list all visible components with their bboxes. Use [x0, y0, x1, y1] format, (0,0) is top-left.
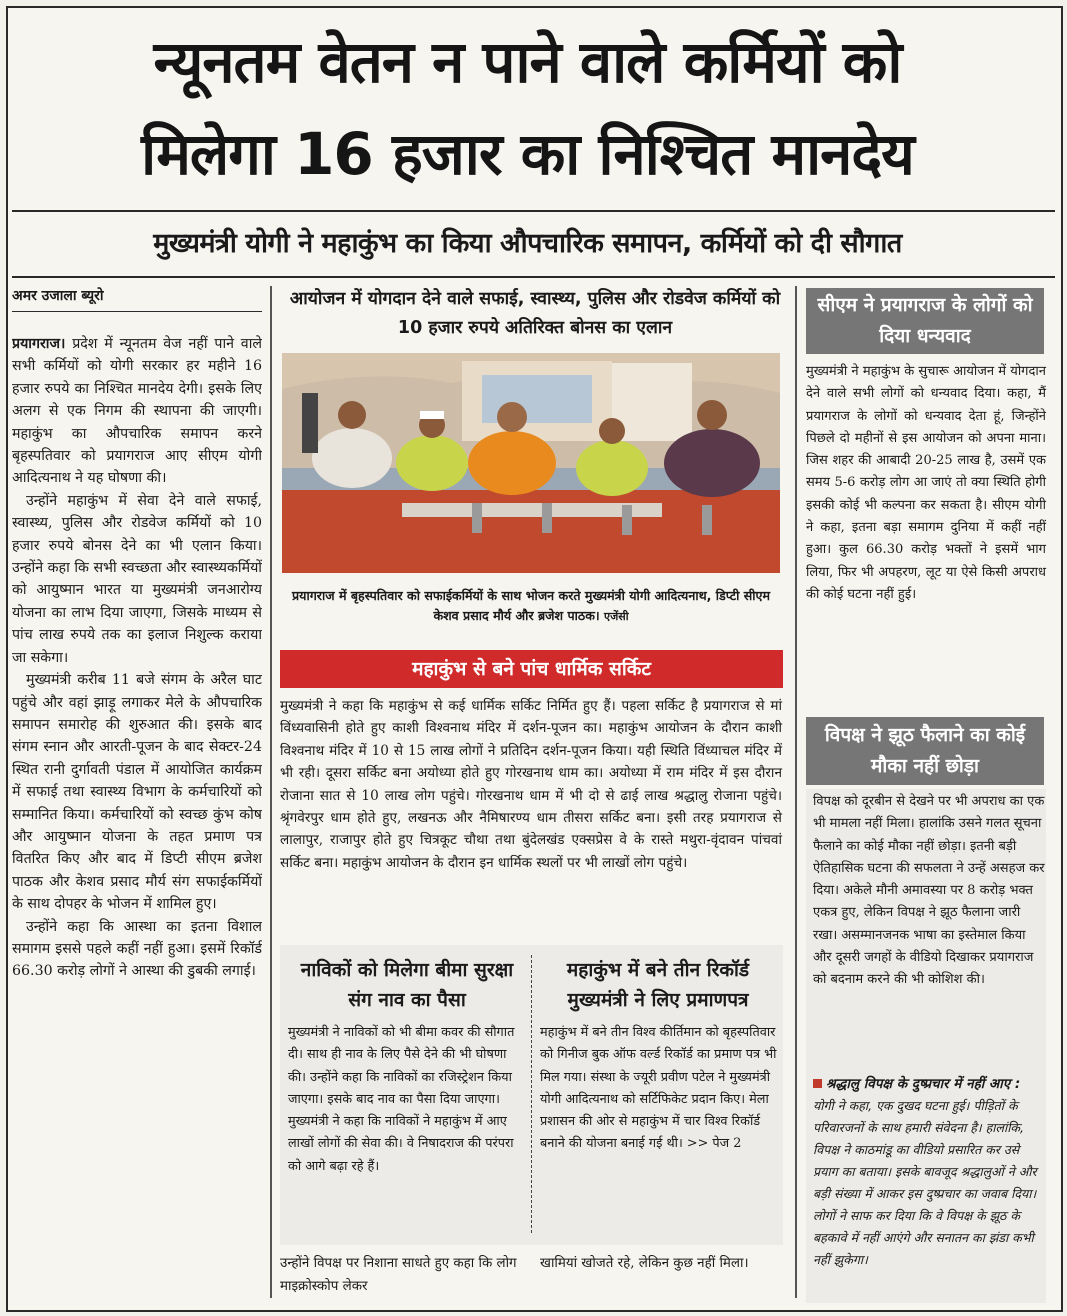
records-heading: महाकुंभ में बने तीन रिकॉर्ड मुख्यमंत्री ने लिए प्रमाणपत्र	[566, 959, 750, 1011]
headline-line-1: न्यूनतम वेतन न पाने वाले कर्मियों को	[153, 28, 902, 96]
photo-caption: प्रयागराज में बृहस्पतिवार को सफाईकर्मियों के साथ भोजन करते मुख्यमंत्री योगी आदित्यनाथ, डिप्टी सीएम केशव प्रसाद मौर्य और ब्रजेश पाठक। एजेंसी	[291, 588, 771, 623]
headline-rule	[12, 210, 1055, 212]
circuits-story: मुख्यमंत्री ने कहा कि महाकुंभ से कई धार्मिक सर्किट निर्मित हुए हैं। पहला सर्किट है प्रयागराज से मां विंध्यवासिनी होते हुए काशी विश्वनाथ मंदिर में दर्शन-पूजन का। महाकुंभ आयोजन के दौरान काशी विश्वनाथ मंदिर में 10 से 15 लाख लोगों ने प्रतिदिन दर्शन-पूजन किया। यही स्थिति विंध्याचल मंदिर में भी रही। दूसरा सर्किट बना अयोध्या होते हुए गोरखनाथ धाम का। अयोध्या में राम मंदिर में इस दौरान रोजाना सात से 10 लाख लोग पहुंचे। गोरखनाथ धाम में भी दो से ढाई लाख श्रद्धालु रोजाना पहुंचे। श्रृंगवेरपुर धाम होते हुए, लखनऊ और नैमिषारण्य धाम तीसरा सर्किट बना। इसी तरह प्रयागराज से लालापुर, राजापुर होते हुए चित्रकूट चौथा तथा बुंदेलखंड एक्सप्रेस वे के रास्ते मथुरा-वृंदावन पांचवां सर्किट बना। महाकुंभ आयोजन के दौरान इन धार्मिक स्थलों पर भी लाखों लोग पहुंचे।	[280, 698, 782, 871]
event-photo	[282, 353, 780, 573]
subheadline-rule	[12, 276, 1055, 278]
bottom-strip-right: खामियां खोजते रहे, लेकिन कुछ नहीं मिला।	[540, 1256, 749, 1271]
boatmen-heading: नाविकों को मिलेगा बीमा सुरक्षा संग नाव का पैसा	[300, 959, 514, 1011]
column-divider-right	[795, 286, 797, 1298]
opposition-heading: विपक्ष ने झूठ फैलाने का कोई मौका नहीं छोड़ा	[806, 717, 1044, 785]
main-story-paragraph: प्रयागराज। प्रदेश में न्यूनतम वेज नहीं पाने वाले सभी कर्मियों को योगी सरकार हर महीने 16 हजार रुपये का निश्चित मानदेय देगी। इसके लिए अलग से एक निगम की स्थापना की जाएगी। महाकुंभ का औपचारिक समापन करने बृहस्पतिवार को प्रयागराज आए सीएम योगी आदित्यनाथ ने यह घोषणा की।	[12, 336, 262, 487]
column-divider-left	[270, 286, 272, 1298]
opposition-note	[813, 1073, 1045, 1271]
square-bullet-icon	[813, 1079, 822, 1088]
main-story-paragraph: उन्होंने कहा कि आस्था का इतना विशाल समागम इससे पहले कहीं नहीं हुआ। इसमें रिकॉर्ड 66.30 करोड़ लोगों ने आस्था की डुबकी लगाई।	[12, 918, 262, 980]
subheadline: मुख्यमंत्री योगी ने महाकुंभ का किया औपचारिक समापन, कर्मियों को दी सौगात	[153, 228, 902, 259]
main-story-paragraph: मुख्यमंत्री करीब 11 बजे संगम के अरैल घाट पहुंचे और वहां झाड़ू लगाकर मेले के औपचारिक समापन समारोह की शुरुआत की। इसके बाद संगम स्नान और आरती-पूजन के बाद सेक्टर-24 स्थित रानी दुर्गावती पंडाल में आयोजित कार्यक्रम में सफाई तथा स्वास्थ्य विभाग के कर्मचारियों को सम्मानित किया। कर्मचारियों को स्वच्छ कुंभ कोष और आयुष्मान योजना के तहत प्रमाण पत्र वितरित किए और बाद में डिप्टी सीएम ब्रजेश पाठक और केशव प्रसाद मौर्य संग सफाईकर्मियों के साथ दोपहर के भोजन में शामिल हुए।	[12, 672, 262, 913]
records-story: महाकुंभ में बने तीन विश्व कीर्तिमान को बृहस्पतिवार को गिनीज बुक ऑफ वर्ल्ड रिकॉर्ड का प्रमाण पत्र भी मिल गया। संस्था के ज्यूरी प्रवीण पटेल ने मुख्यमंत्री योगी आदित्यनाथ को सर्टिफिकेट प्रदान किए। मेला प्रशासन की ओर से महाकुंभ में चार विश्व रिकॉर्ड बनाने की योजना बनाई गई थी। >> पेज 2	[540, 1025, 777, 1152]
byline-rule	[12, 311, 262, 312]
byline: अमर उजाला ब्यूरो	[12, 288, 104, 304]
opposition-story: विपक्ष को दूरबीन से देखने पर भी अपराध का एक भी मामला नहीं मिला। हालांकि उसने गलत सूचना फैलाने का कोई मौका नहीं छोड़ा। इतनी बड़ी ऐतिहासिक घटना की सफलता ने उन्हें असहज कर दिया। अकेले मौनी अमावस्या पर 8 करोड़ भक्त एकत्र हुए, लेकिन विपक्ष ने झूठ फैलाना जारी रखा। असम्मानजनक भाषा का इस्तेमाल किया और दूसरी जगहों के वीडियो दिखाकर प्रयागराज को बदनाम करने की भी कोशिश की।	[813, 794, 1045, 988]
bottom-strip-left: उन्होंने विपक्ष पर निशाना साधते हुए कहा कि लोग माइक्रोस्कोप लेकर	[280, 1256, 517, 1294]
boatmen-story: मुख्यमंत्री ने नाविकों को भी बीमा कवर की सौगात दी। साथ ही नाव के लिए पैसे देने की भी घोषणा की। उन्होंने कहा कि नाविकों का रजिस्ट्रेशन किया जाएगा। इसके बाद नाव का पैसा दिया जाएगा। मुख्यमंत्री ने कहा कि नाविकों ने महाकुंभ में आए लाखों लोगों की सेवा की। वे निषादराज की परंपरा को आगे बढ़ा रहे हैं।	[288, 1025, 515, 1174]
main-story-column	[12, 333, 262, 1303]
kicker-headline: आयोजन में योगदान देने वाले सफाई, स्वास्थ्य, पुलिस और रोडवेज कर्मियों को 10 हजार रुपये अतिरिक्त बोनस का एलान	[289, 289, 781, 338]
thanks-heading: सीएम ने प्रयागराज के लोगों को दिया धन्यवाद	[806, 288, 1044, 354]
main-story-paragraph: उन्होंने महाकुंभ में सेवा देने वाले सफाई, स्वास्थ्य, पुलिस और रोडवेज कर्मियों को 10 हजार रुपये बोनस देने का भी एलान किया। उन्होंने कहा कि सभी स्वच्छता और स्वास्थ्यकर्मियों को आयुष्मान भारत या मुख्यमंत्री जनआरोग्य योजना का लाभ दिया जाएगा, जिसके माध्यम से पांच लाख रुपये तक का इलाज निशुल्क कराया जा सकेगा।	[12, 492, 262, 666]
opposition-note-lead: श्रद्धालु विपक्ष के दुष्प्रचार में नहीं आए :	[826, 1076, 1021, 1092]
photo-credit: एजेंसी	[604, 610, 629, 623]
thanks-story: मुख्यमंत्री ने महाकुंभ के सुचारू आयोजन में योगदान देने वाले सभी लोगों को धन्यवाद दिया। कहा, मैं प्रयागराज के लोगों को धन्यवाद देता हूं, जिन्होंने पिछले दो महीनों से इस आयोजन को अपना माना। जिस शहर की आबादी 20-25 लाख है, उसमें एक समय 5-6 करोड़ लोग आ जाएं तो क्या स्थिति होगी इसकी कोई भी कल्पना कर सकता है। सीएम योगी ने कहा, इतना बड़ा समागम दुनिया में कहीं नहीं हुआ। कुल 66.30 करोड़ भक्तों ने इसमें भाग लिया, फिर भी अपहरण, लूट या ऐसे किसी अपराध की कोई घटना नहीं हुई।	[806, 364, 1046, 602]
headline-line-2: मिलेगा 16 हजार का निश्चित मानदेय	[141, 120, 914, 188]
opposition-note-body: योगी ने कहा, एक दुखद घटना हुई। पीड़ितों के परिवारजनों के साथ हमारी संवेदना है। हालांकि, विपक्ष ने काठमांडू का वीडियो प्रसारित कर उसे प्रयाग का बताया। इसके बावजूद श्रद्धालुओं ने और बड़ी संख्या में आकर इस दुष्प्रचार का जवाब दिया। लोगों ने साफ कर दिया कि वे विपक्ष के झूठ के बहकावे में नहीं आएंगे और सनातन का झंडा कभी नहीं झुकेगा।	[813, 1098, 1037, 1267]
circuits-heading: महाकुंभ से बने पांच धार्मिक सर्किट	[280, 650, 783, 688]
event-photo-illustration	[282, 353, 780, 573]
dateline: प्रयागराज।	[12, 336, 66, 352]
box-divider	[531, 955, 532, 1233]
